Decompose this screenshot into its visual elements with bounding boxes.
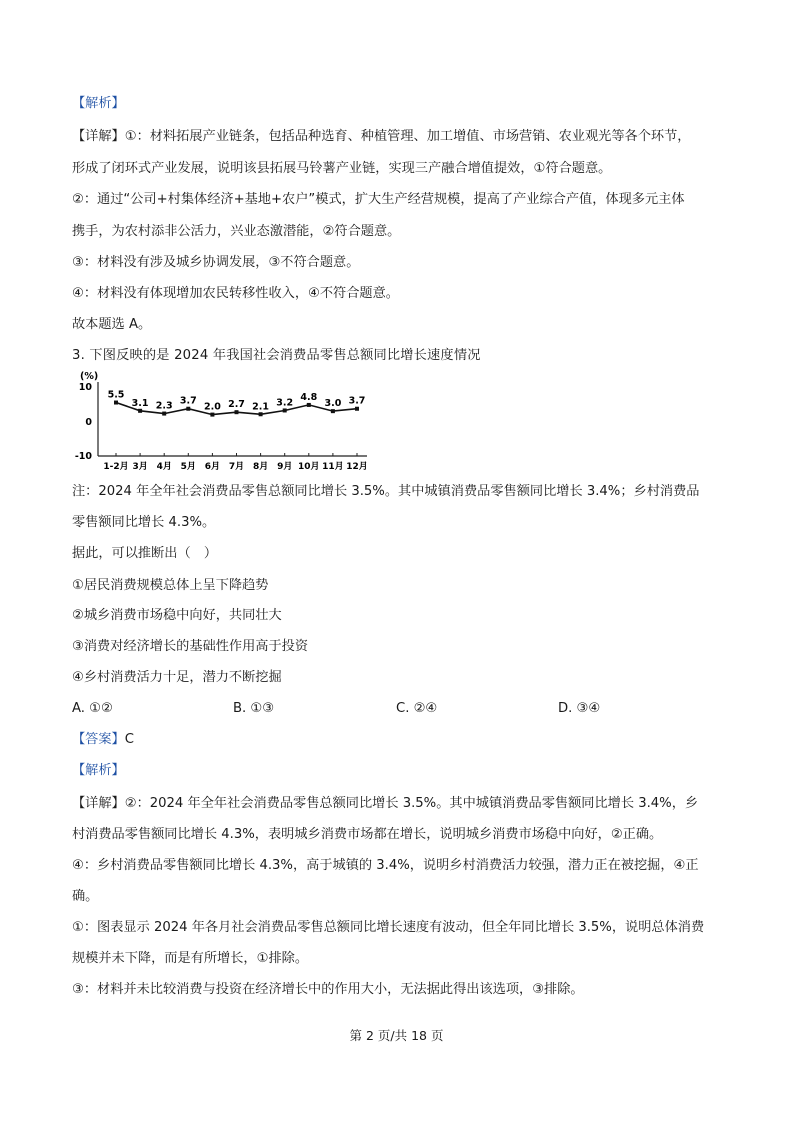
detail-text-line: ③：材料并未比较消费与投资在经济增长中的作用大小，无法据此得出该选项，③排除。 xyxy=(72,982,584,997)
option-b: B. ①③ xyxy=(233,701,275,716)
detail-text-line: 确。 xyxy=(72,889,99,904)
x-tick-label: 3月 xyxy=(132,462,148,472)
data-label: 2.0 xyxy=(203,401,221,413)
y-axis-unit: (%) xyxy=(80,371,99,382)
data-point xyxy=(210,413,214,417)
data-point xyxy=(307,403,311,407)
y-tick-label: 0 xyxy=(85,417,92,428)
data-point xyxy=(114,401,118,405)
page-footer: 第 2 页/共 18 页 xyxy=(349,1028,444,1043)
y-tick-label: 10 xyxy=(78,382,92,393)
y-tick-label: -10 xyxy=(74,451,92,462)
growth-line-chart xyxy=(70,368,370,474)
statement-item: ④乡村消费活力十足，潜力不断挖掘 xyxy=(72,670,282,685)
option-c: C. ②④ xyxy=(396,701,438,716)
data-point xyxy=(235,410,239,414)
question-prompt: 据此，可以推断出（ ） xyxy=(72,546,218,561)
note-text-line: 注：2024 年全年社会消费品零售总额同比增长 3.5%。其中城镇消费品零售额同比增长 3.4%；乡村消费品 xyxy=(72,484,700,499)
data-point xyxy=(259,412,263,416)
option-a: A. ①② xyxy=(72,701,113,716)
detail-text-line: ④：材料没有体现增加农民转移性收入，④不符合题意。 xyxy=(72,286,399,301)
data-label: 3.1 xyxy=(131,397,149,409)
x-tick-label: 1-2月 xyxy=(103,462,129,472)
detail-text-line: 村消费品零售额同比增长 4.3%，表明城乡消费市场都在增长，说明城乡消费市场稳中向好，②正确。 xyxy=(72,827,663,842)
x-tick-label: 7月 xyxy=(228,462,245,472)
data-label: 5.5 xyxy=(107,389,125,401)
data-point xyxy=(162,412,166,416)
detail-text-line: ④：乡村消费品零售额同比增长 4.3%，高于城镇的 3.4%，说明乡村消费活力较强，潜力正在被挖掘，④正 xyxy=(72,858,699,873)
option-d: D. ③④ xyxy=(558,701,601,716)
data-point xyxy=(331,409,335,413)
answer-value: C xyxy=(124,732,134,747)
x-tick-label: 5月 xyxy=(180,462,196,472)
data-label: 3.7 xyxy=(179,395,197,407)
data-label: 3.2 xyxy=(276,397,294,409)
data-label: 3.0 xyxy=(324,398,342,410)
answer-line xyxy=(72,731,134,749)
x-tick-label: 11月 xyxy=(322,462,344,472)
detail-text-line: 【详解】②：2024 年全年社会消费品零售总额同比增长 3.5%。其中城镇消费品零售额同比增长 3.4%，乡 xyxy=(72,796,699,811)
analysis-label: 【解析】 xyxy=(72,763,125,778)
data-point xyxy=(186,407,190,411)
detail-text-line: 规模并未下降，而是有所增长，①排除。 xyxy=(72,951,309,966)
statement-item: ②城乡消费市场稳中向好，共同壮大 xyxy=(72,608,282,623)
detail-text-line: 形成了闭环式产业发展，说明该县拓展马铃薯产业链，实现三产融合增值提效，①符合题意。 xyxy=(72,161,612,176)
detail-text-line: ②：通过“公司+村集体经济+基地+农户”模式，扩大生产经营规模，提高了产业综合产值，体现多元主体 xyxy=(72,192,685,207)
x-tick-label: 6月 xyxy=(204,462,221,472)
detail-text-line: ①：图表显示 2024 年各月社会消费品零售总额同比增长速度有波动，但全年同比增长 3.5%，说明总体消费 xyxy=(72,920,705,935)
data-label: 4.8 xyxy=(300,391,318,403)
data-label: 2.3 xyxy=(155,400,173,412)
statement-item: ③消费对经济增长的基础性作用高于投资 xyxy=(72,639,309,654)
note-text-line: 零售额同比增长 4.3%。 xyxy=(72,515,216,530)
x-tick-label: 10月 xyxy=(298,462,320,472)
data-label: 2.1 xyxy=(252,401,270,413)
analysis-label: 【解析】 xyxy=(72,96,125,111)
detail-text-line: 【详解】①：材料拓展产业链条，包括品种选育、种植管理、加工增值、市场营销、农业观光等各个环节， xyxy=(72,129,691,144)
answer-label: 【答案】 xyxy=(72,732,125,747)
statement-item: ①居民消费规模总体上呈下降趋势 xyxy=(72,578,269,593)
data-point xyxy=(138,409,142,413)
x-tick-label: 9月 xyxy=(277,462,293,472)
data-point xyxy=(355,407,359,411)
x-tick-label: 8月 xyxy=(252,462,269,472)
detail-text-line: ③：材料没有涉及城乡协调发展，③不符合题意。 xyxy=(72,255,360,270)
detail-text-line: 故本题选 A。 xyxy=(72,317,152,332)
data-label: 3.7 xyxy=(348,395,366,407)
x-tick-label: 12月 xyxy=(346,462,368,472)
data-label: 2.7 xyxy=(228,399,245,411)
detail-text-line: 携手，为农村添非公活力，兴业态激潜能，②符合题意。 xyxy=(72,224,401,239)
question-stem: 3. 下图反映的是 2024 年我国社会消费品零售总额同比增长速度情况 xyxy=(72,348,481,363)
x-tick-label: 4月 xyxy=(156,462,172,472)
data-point xyxy=(283,408,287,412)
